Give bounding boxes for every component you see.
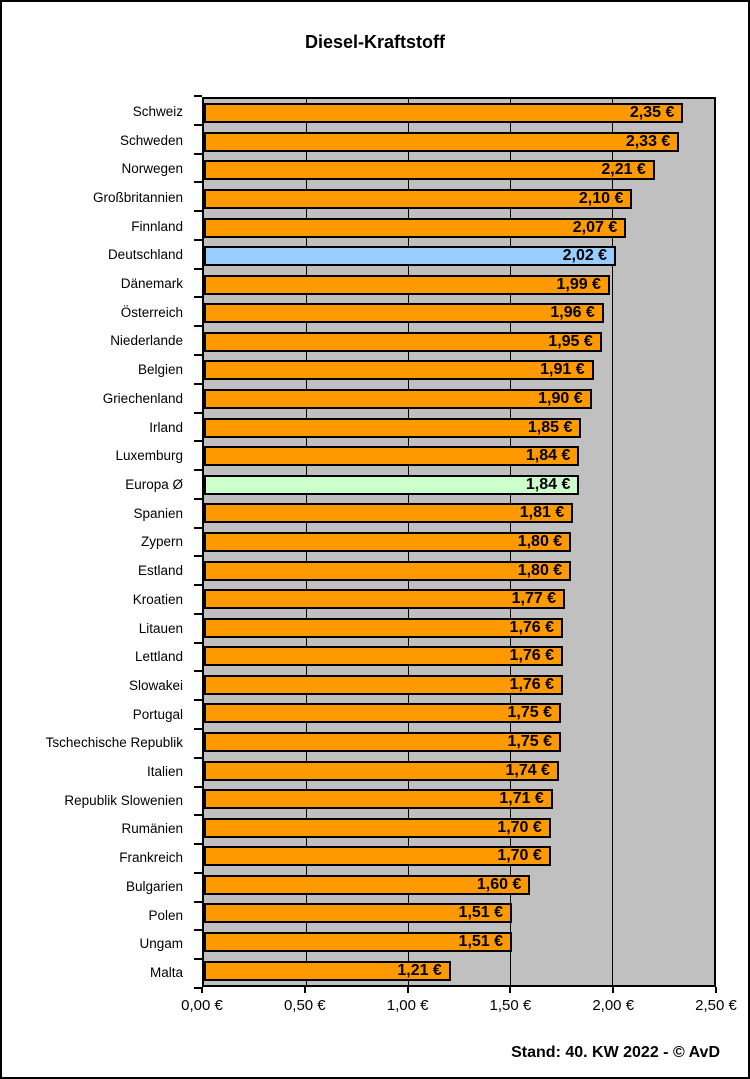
bar bbox=[204, 532, 571, 552]
bar-value-label: 1,60 € bbox=[476, 875, 522, 893]
bar-rows bbox=[204, 99, 714, 985]
category-axis-tick bbox=[194, 699, 202, 701]
bar-value-label: 1,70 € bbox=[497, 847, 542, 865]
bar-row bbox=[204, 128, 714, 157]
category-axis-tick bbox=[194, 929, 202, 931]
value-axis-tick-label: 1,50 € bbox=[489, 997, 532, 1014]
bar-row bbox=[204, 299, 714, 328]
bar-value-label: 1,75 € bbox=[507, 733, 552, 750]
category-axis-tick bbox=[194, 843, 202, 845]
bar-row bbox=[204, 99, 714, 128]
category-axis-tick bbox=[194, 412, 202, 414]
bar bbox=[204, 475, 579, 495]
category-label: Estland bbox=[137, 563, 183, 579]
category-axis-tick bbox=[194, 95, 202, 97]
bar-value-label: 1,99 € bbox=[556, 275, 601, 293]
bar-row bbox=[204, 356, 714, 385]
value-axis-tick-label: 0,00 € bbox=[181, 997, 223, 1014]
category-label: Irland bbox=[149, 419, 183, 435]
category-axis-tick bbox=[194, 124, 202, 126]
bar bbox=[204, 360, 594, 380]
bar-value-label: 1,76 € bbox=[509, 618, 555, 636]
bar-row bbox=[204, 671, 714, 700]
bar-row bbox=[204, 899, 714, 928]
category-axis-tick bbox=[194, 469, 202, 471]
bar-row bbox=[204, 728, 714, 757]
category-axis-tick bbox=[194, 670, 202, 672]
category-axis-tick bbox=[194, 901, 202, 903]
bar-value-label: 1,84 € bbox=[525, 475, 571, 493]
bar bbox=[204, 618, 563, 638]
category-axis-tick bbox=[194, 757, 202, 759]
bar bbox=[204, 818, 551, 838]
bar bbox=[204, 275, 610, 295]
bar bbox=[204, 703, 561, 723]
bar-row bbox=[204, 928, 714, 957]
category-label: Zypern bbox=[140, 534, 183, 550]
bar bbox=[204, 761, 559, 781]
bar bbox=[204, 589, 565, 609]
bar-value-label: 2,02 € bbox=[562, 247, 608, 265]
bar-row bbox=[204, 813, 714, 842]
bar-row bbox=[204, 956, 714, 985]
bar-value-label: 2,10 € bbox=[578, 190, 624, 208]
bar bbox=[204, 789, 553, 809]
bar-value-label: 1,51 € bbox=[458, 933, 504, 951]
category-axis-tick bbox=[194, 325, 202, 327]
bar-row bbox=[204, 528, 714, 557]
category-axis-tick bbox=[194, 239, 202, 241]
category-label: Niederlande bbox=[110, 333, 183, 349]
category-label: Belgien bbox=[137, 362, 183, 378]
category-axis-tick bbox=[194, 613, 202, 615]
category-label: Finnland bbox=[131, 218, 183, 234]
value-axis-tick-label: 2,50 € bbox=[695, 997, 737, 1014]
bar-row bbox=[204, 871, 714, 900]
bar bbox=[204, 875, 530, 895]
category-label: Ungam bbox=[139, 936, 183, 952]
category-label: Italien bbox=[146, 764, 183, 780]
bar-value-label: 2,33 € bbox=[625, 132, 671, 150]
bar bbox=[204, 846, 551, 866]
value-axis-tick bbox=[509, 987, 511, 993]
category-label: Lettland bbox=[134, 649, 183, 665]
bar-value-label: 1,80 € bbox=[517, 532, 563, 550]
bar-row bbox=[204, 471, 714, 500]
category-axis-tick bbox=[194, 354, 202, 356]
bar-row bbox=[204, 585, 714, 614]
category-axis-tick bbox=[194, 440, 202, 442]
category-axis-ticks bbox=[194, 96, 202, 988]
value-axis bbox=[181, 987, 737, 1032]
category-label: Slowakei bbox=[128, 677, 183, 693]
category-label: Portugal bbox=[132, 706, 183, 722]
bar-row bbox=[204, 213, 714, 242]
bar-value-label: 1,96 € bbox=[550, 304, 595, 322]
bar-row bbox=[204, 642, 714, 671]
bar-value-label: 1,90 € bbox=[538, 390, 583, 408]
category-label: Dänemark bbox=[120, 276, 183, 292]
bar-value-label: 1,95 € bbox=[548, 332, 593, 350]
category-axis-tick bbox=[194, 728, 202, 730]
bar-value-label: 1,81 € bbox=[519, 504, 565, 522]
bar bbox=[204, 675, 563, 695]
category-label: Polen bbox=[148, 907, 183, 923]
bar-row bbox=[204, 442, 714, 471]
bar bbox=[204, 332, 602, 352]
category-label: Luxemburg bbox=[115, 448, 183, 464]
bar-value-label: 1,70 € bbox=[497, 818, 542, 836]
category-label: Spanien bbox=[133, 505, 183, 521]
bar-value-label: 1,21 € bbox=[397, 961, 442, 979]
bar bbox=[204, 503, 573, 523]
value-axis-tick-label: 2,00 € bbox=[592, 997, 635, 1014]
bar-row bbox=[204, 413, 714, 442]
bar bbox=[204, 103, 683, 123]
category-label: Österreich bbox=[120, 304, 183, 320]
category-axis-tick bbox=[194, 296, 202, 298]
category-label: Tschechische Republik bbox=[45, 735, 183, 751]
category-label: Litauen bbox=[138, 620, 183, 636]
bar bbox=[204, 561, 571, 581]
bar bbox=[204, 132, 679, 152]
bar-value-label: 1,84 € bbox=[525, 447, 571, 465]
category-axis-tick bbox=[194, 498, 202, 500]
category-label: Griechenland bbox=[102, 390, 183, 406]
category-label: Bulgarien bbox=[125, 878, 183, 894]
value-axis-tick-label: 1,00 € bbox=[386, 997, 429, 1014]
bar-row bbox=[204, 328, 714, 357]
category-axis-tick bbox=[194, 181, 202, 183]
category-label: Schweden bbox=[119, 132, 183, 148]
bar bbox=[204, 189, 632, 209]
bar-row bbox=[204, 499, 714, 528]
value-axis-tick bbox=[304, 987, 306, 993]
bar-row bbox=[204, 270, 714, 299]
category-label: Europa Ø bbox=[125, 476, 183, 492]
bar-value-label: 1,91 € bbox=[540, 361, 585, 379]
category-axis-tick bbox=[194, 383, 202, 385]
category-label: Rumänien bbox=[121, 821, 183, 837]
bar-row bbox=[204, 156, 714, 185]
bar-row bbox=[204, 785, 714, 814]
bar-value-label: 2,21 € bbox=[601, 161, 646, 179]
bar bbox=[204, 932, 512, 952]
bar bbox=[204, 418, 581, 438]
value-axis-tick bbox=[407, 987, 409, 993]
category-axis-tick bbox=[194, 814, 202, 816]
bar-value-label: 1,76 € bbox=[509, 675, 555, 693]
footer-note: Stand: 40. KW 2022 - © AvD bbox=[511, 1044, 720, 1061]
page-title: Diesel-Kraftstoff bbox=[304, 32, 446, 52]
bar-value-label: 1,80 € bbox=[517, 561, 563, 579]
value-axis-tick bbox=[201, 987, 203, 993]
category-label: Deutschland bbox=[107, 247, 183, 263]
bar bbox=[204, 246, 616, 266]
bar-row bbox=[204, 556, 714, 585]
bar-value-label: 1,77 € bbox=[511, 590, 557, 608]
category-axis-tick bbox=[194, 958, 202, 960]
category-axis-tick bbox=[194, 153, 202, 155]
category-label: Kroatien bbox=[132, 591, 183, 607]
category-axis-labels bbox=[2, 97, 192, 987]
bar bbox=[204, 446, 579, 466]
bar bbox=[204, 160, 655, 180]
bar-value-label: 1,76 € bbox=[509, 647, 555, 665]
bar bbox=[204, 389, 592, 409]
bar-value-label: 1,74 € bbox=[505, 761, 550, 779]
bar-row bbox=[204, 699, 714, 728]
category-label: Frankreich bbox=[119, 850, 183, 866]
bar-row bbox=[204, 613, 714, 642]
bar bbox=[204, 218, 626, 238]
category-label: Malta bbox=[149, 964, 183, 980]
value-axis-tick-label: 0,50 € bbox=[283, 997, 326, 1014]
bar-value-label: 1,71 € bbox=[499, 790, 544, 808]
bar-row bbox=[204, 185, 714, 214]
bar-value-label: 2,07 € bbox=[572, 218, 618, 236]
bar bbox=[204, 732, 561, 752]
value-axis-tick bbox=[612, 987, 614, 993]
bar bbox=[204, 903, 512, 923]
category-label: Schweiz bbox=[132, 103, 183, 119]
category-axis-tick bbox=[194, 642, 202, 644]
category-axis-tick bbox=[194, 584, 202, 586]
category-label: Republik Slowenien bbox=[64, 792, 183, 808]
category-label: Norwegen bbox=[121, 161, 183, 177]
bar bbox=[204, 303, 604, 323]
category-axis-tick bbox=[194, 210, 202, 212]
bar bbox=[204, 646, 563, 666]
category-label: Großbritannien bbox=[92, 189, 183, 205]
category-axis-tick bbox=[194, 555, 202, 557]
plot-area bbox=[202, 97, 716, 987]
bar-row bbox=[204, 242, 714, 271]
bar-value-label: 1,75 € bbox=[507, 704, 552, 722]
category-axis-tick bbox=[194, 268, 202, 270]
bar-row bbox=[204, 842, 714, 871]
bar bbox=[204, 961, 451, 981]
bar-row bbox=[204, 756, 714, 785]
bar-value-label: 1,51 € bbox=[458, 904, 504, 922]
category-axis-tick bbox=[194, 872, 202, 874]
category-axis-tick bbox=[194, 786, 202, 788]
bar-value-label: 2,35 € bbox=[629, 104, 675, 122]
bar-value-label: 1,85 € bbox=[527, 418, 573, 436]
bar-row bbox=[204, 385, 714, 414]
value-axis-tick bbox=[715, 987, 717, 993]
category-axis-tick bbox=[194, 527, 202, 529]
